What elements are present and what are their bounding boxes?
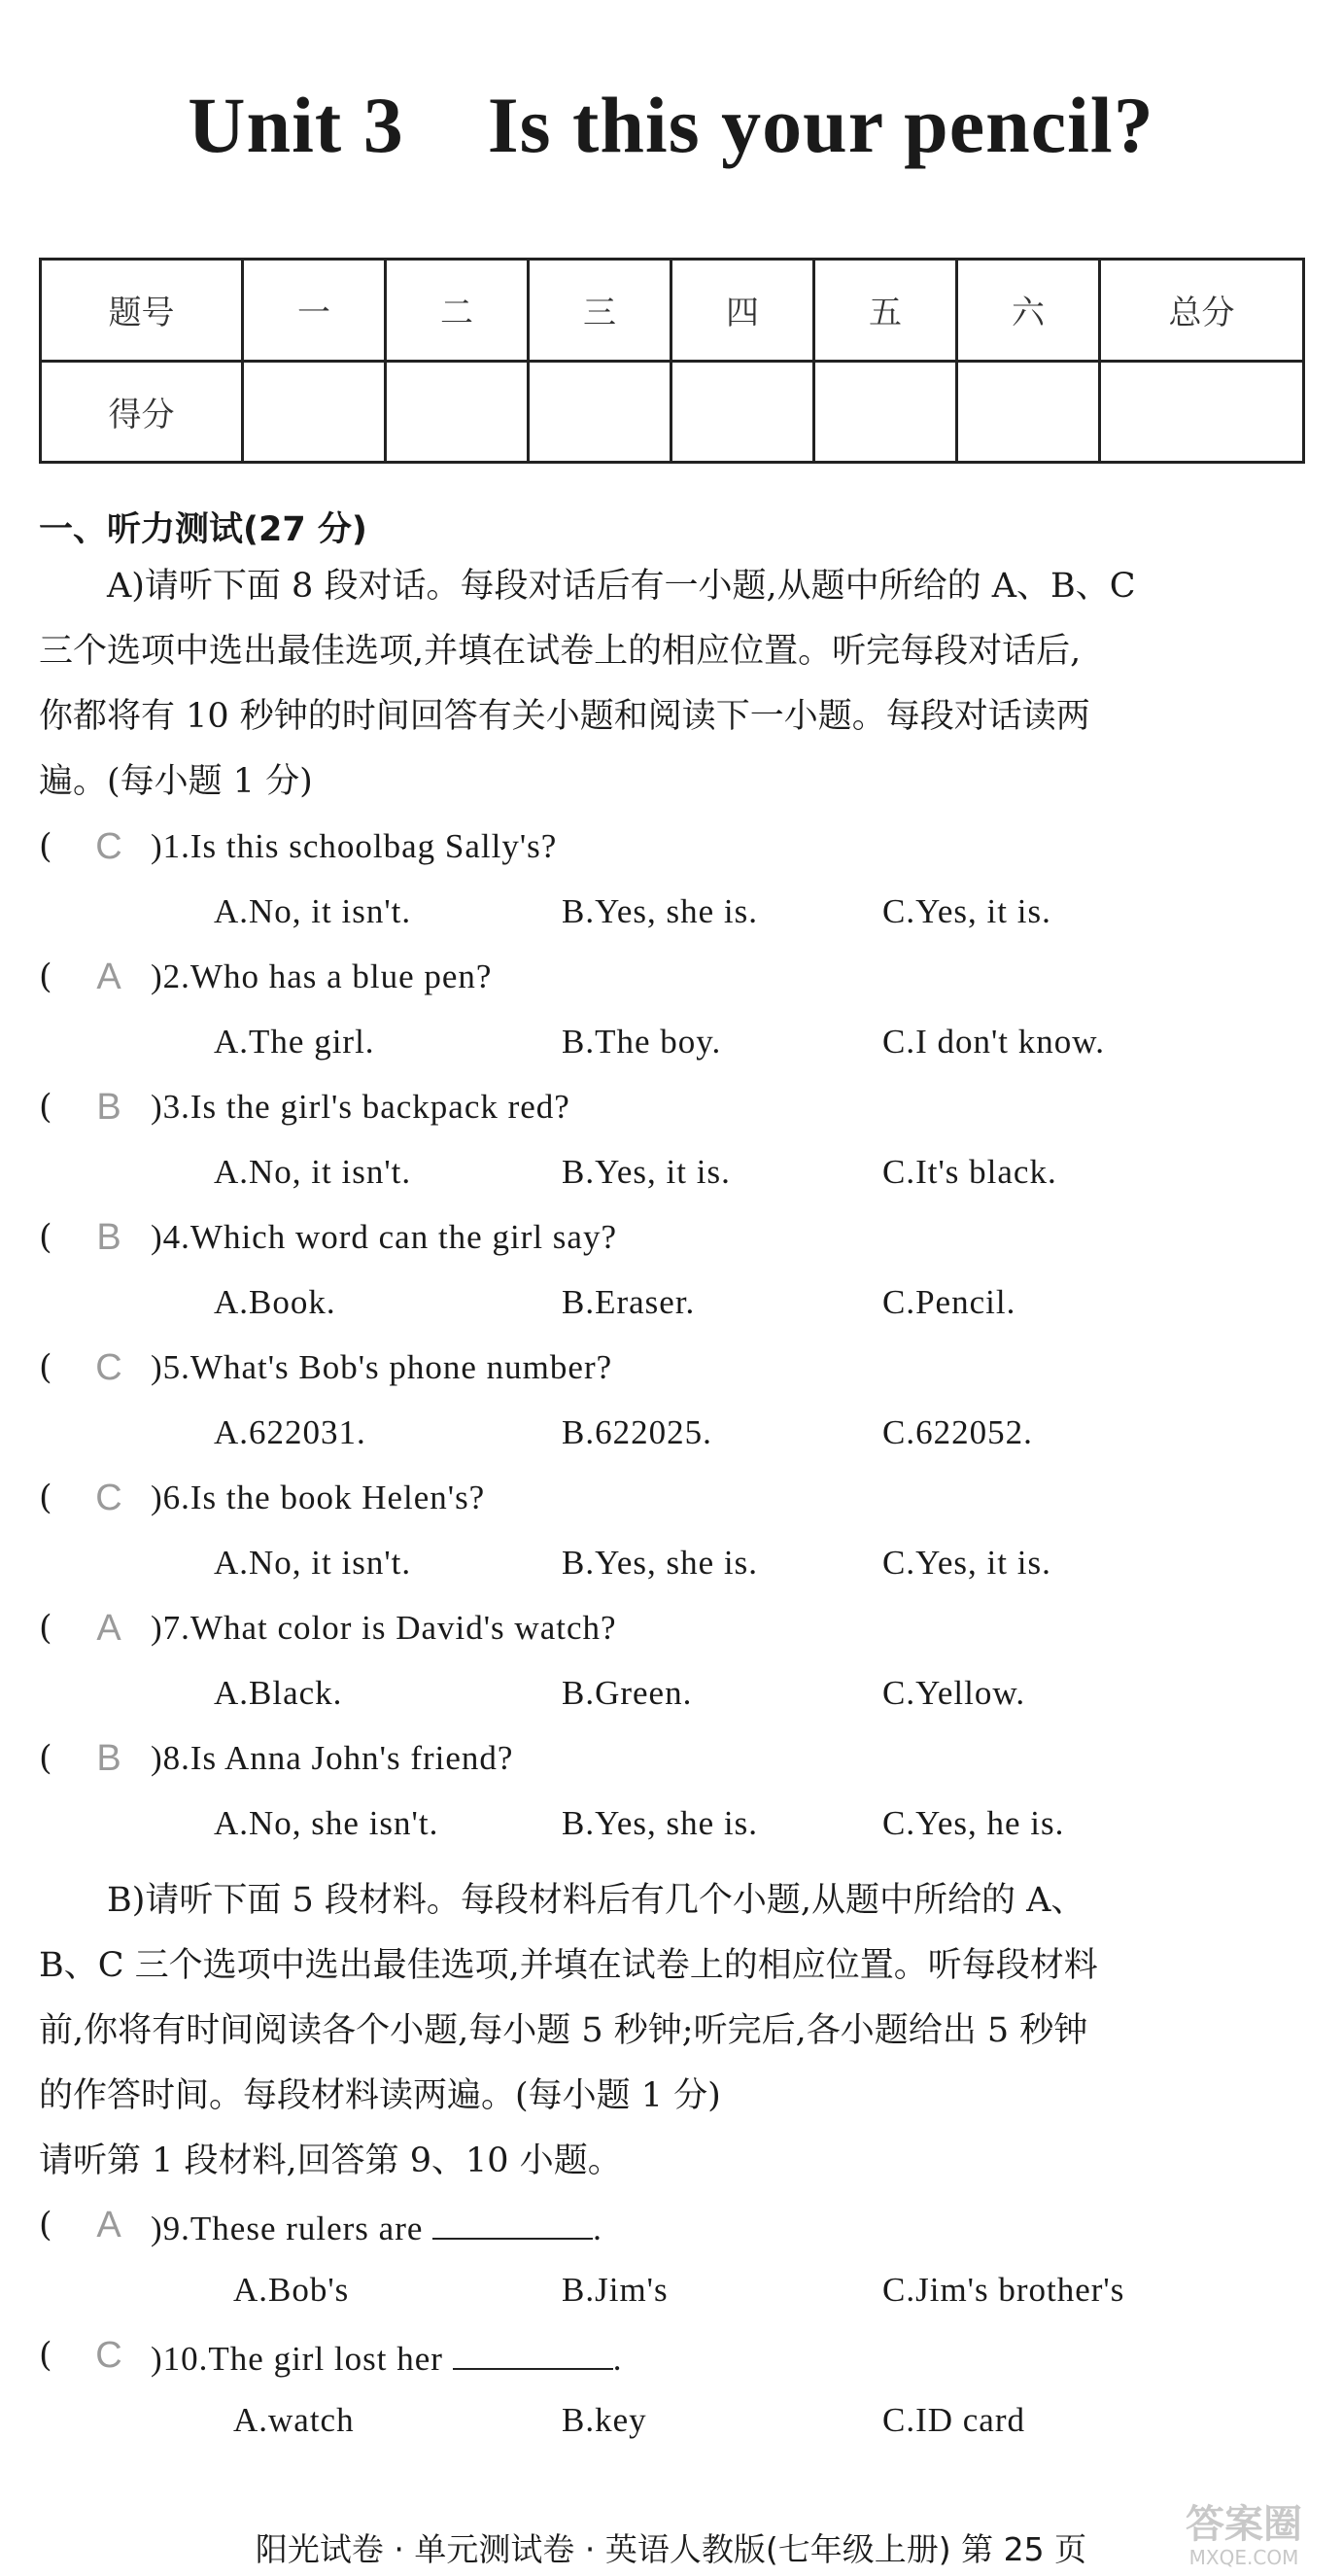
- score-table-header-cell: 四: [671, 260, 814, 362]
- answer-paren: (: [39, 827, 52, 866]
- answer-paren: (: [39, 1218, 52, 1257]
- answer-paren: (: [39, 1739, 52, 1778]
- option-c: C.ID card: [882, 2401, 1026, 2439]
- option-a: A.622031.: [214, 1413, 366, 1451]
- answer-paren: (: [39, 1609, 52, 1648]
- answer-mark: A: [96, 2205, 121, 2245]
- option-a: A.No, it isn't.: [214, 1544, 412, 1582]
- question-stem: )5.What's Bob's phone number?: [151, 1348, 613, 1386]
- option-c: C.It's black.: [882, 1153, 1057, 1191]
- answer-mark: B: [96, 1087, 121, 1128]
- question-text: [151, 822, 557, 871]
- score-table-score-row: [41, 361, 1304, 463]
- partA-instruction-line: 遍。(每小题 1 分): [39, 762, 313, 801]
- option-b: B.Yes, she is.: [562, 892, 759, 930]
- score-table-header-cell: 三: [529, 260, 671, 362]
- option-a: A.Black.: [214, 1674, 343, 1712]
- answer-paren: (: [39, 957, 52, 996]
- score-table-header-row: [41, 260, 1304, 362]
- answer-paren: (: [39, 1479, 52, 1517]
- option-a: A.watch: [233, 2401, 355, 2439]
- answer-paren: (: [39, 2336, 52, 2375]
- partA-instruction-line: 三个选项中选出最佳选项,并填在试卷上的相应位置。听完每段对话后,: [39, 632, 1082, 671]
- answer-mark: C: [95, 2335, 122, 2376]
- partB-listen-instruction: 请听第 1 段材料,回答第 9、10 小题。: [39, 2141, 622, 2180]
- score-table-header-cell: 二: [386, 260, 529, 362]
- option-c: C.Yellow.: [882, 1674, 1026, 1712]
- question-text: [151, 1474, 485, 1522]
- option-c: C.Pencil.: [882, 1283, 1016, 1321]
- score-row-label: 得分: [41, 361, 243, 463]
- question-stem: )4.Which word can the girl say?: [151, 1218, 618, 1256]
- score-cell: [243, 361, 386, 463]
- option-c: C.Yes, he is.: [882, 1804, 1065, 1842]
- answer-paren: (: [39, 2206, 52, 2245]
- score-cell: [386, 361, 529, 463]
- question-text: [151, 1083, 570, 1131]
- score-cell: [957, 361, 1100, 463]
- partB-instruction-line: B、C 三个选项中选出最佳选项,并填在试卷上的相应位置。听每段材料: [39, 1946, 1098, 1985]
- option-b: B.Eraser.: [562, 1283, 696, 1321]
- answer-paren: (: [39, 1348, 52, 1387]
- fill-blank: [453, 2331, 613, 2370]
- question-text: [151, 953, 492, 1001]
- score-table-header-cell: 六: [957, 260, 1100, 362]
- question-text: [151, 1343, 612, 1392]
- score-cell: [1100, 361, 1304, 463]
- watermark-url: MXQE.COM: [1188, 2546, 1299, 2569]
- option-b: B.key: [562, 2401, 647, 2439]
- question-end: .: [612, 2340, 623, 2378]
- option-b: B.622025.: [562, 1413, 712, 1451]
- fill-blank: [432, 2201, 593, 2240]
- watermark-logo-text: 答案圈: [1186, 2502, 1302, 2547]
- option-b: B.The boy.: [562, 1023, 722, 1061]
- option-c: C.622052.: [882, 1413, 1033, 1451]
- option-b: B.Jim's: [562, 2271, 669, 2309]
- question-stem: )9.These rulers are: [151, 2210, 424, 2247]
- score-table: [39, 258, 1305, 464]
- option-a: A.Book.: [214, 1283, 336, 1321]
- option-a: A.No, it isn't.: [214, 1153, 412, 1191]
- answer-mark: B: [96, 1217, 121, 1258]
- answer-mark: B: [96, 1738, 121, 1779]
- partB-instruction-line: 的作答时间。每段材料读两遍。(每小题 1 分): [39, 2076, 721, 2115]
- option-b: B.Yes, it is.: [562, 1153, 731, 1191]
- score-table-header-cell: 一: [243, 260, 386, 362]
- partA-instruction-line: 你都将有 10 秒钟的时间回答有关小题和阅读下一小题。每段对话读两: [39, 697, 1090, 736]
- partA-instruction-line: A)请听下面 8 段对话。每段对话后有一小题,从题中所给的 A、B、C: [107, 567, 1136, 606]
- option-a: A.No, she isn't.: [214, 1804, 439, 1842]
- option-c: C.I don't know.: [882, 1023, 1106, 1061]
- partB-instruction-line: B)请听下面 5 段材料。每段材料后有几个小题,从题中所给的 A、: [107, 1881, 1085, 1920]
- option-b: B.Green.: [562, 1674, 693, 1712]
- option-c: C.Yes, it is.: [882, 1544, 1051, 1582]
- question-text: [151, 1213, 617, 1262]
- score-cell: [529, 361, 671, 463]
- question-stem: )7.What color is David's watch?: [151, 1609, 617, 1647]
- score-cell: [814, 361, 957, 463]
- page-footer: 阳光试卷 · 单元测试卷 · 英语人教版(七年级上册) 第 25 页: [255, 2530, 1087, 2568]
- question-text: [151, 2331, 622, 2384]
- option-b: B.Yes, she is.: [562, 1804, 759, 1842]
- score-table-header-cell: 题号: [41, 260, 243, 362]
- option-a: A.No, it isn't.: [214, 892, 412, 930]
- partB-instruction-line: 前,你将有时间阅读各个小题,每小题 5 秒钟;听完后,各小题给出 5 秒钟: [39, 2011, 1088, 2050]
- score-table-header-cell: 五: [814, 260, 957, 362]
- option-b: B.Yes, she is.: [562, 1544, 759, 1582]
- question-stem: )10.The girl lost her: [151, 2340, 443, 2378]
- question-text: [151, 1604, 617, 1653]
- question-stem: )1.Is this schoolbag Sally's?: [151, 827, 558, 865]
- option-a: A.The girl.: [214, 1023, 375, 1061]
- answer-mark: C: [95, 1478, 122, 1518]
- answer-paren: (: [39, 1088, 52, 1127]
- score-cell: [671, 361, 814, 463]
- answer-mark: A: [96, 957, 121, 997]
- answer-mark: A: [96, 1608, 121, 1649]
- unit-title: Unit 3 Is this your pencil?: [188, 81, 1154, 169]
- option-c: C.Jim's brother's: [882, 2271, 1125, 2309]
- option-c: C.Yes, it is.: [882, 892, 1051, 930]
- question-stem: )2.Who has a blue pen?: [151, 957, 493, 995]
- question-stem: )3.Is the girl's backpack red?: [151, 1088, 570, 1126]
- question-text: [151, 1734, 513, 1783]
- section-heading: 一、听力测试(27 分): [39, 510, 367, 549]
- question-text: [151, 2201, 602, 2253]
- score-table-header-cell: 总分: [1100, 260, 1304, 362]
- question-stem: )6.Is the book Helen's?: [151, 1479, 486, 1516]
- answer-mark: C: [95, 1347, 122, 1388]
- question-end: .: [593, 2210, 602, 2247]
- option-a: A.Bob's: [233, 2271, 350, 2309]
- answer-mark: C: [95, 826, 122, 867]
- watermark-logo: [1161, 2503, 1326, 2571]
- question-stem: )8.Is Anna John's friend?: [151, 1739, 514, 1777]
